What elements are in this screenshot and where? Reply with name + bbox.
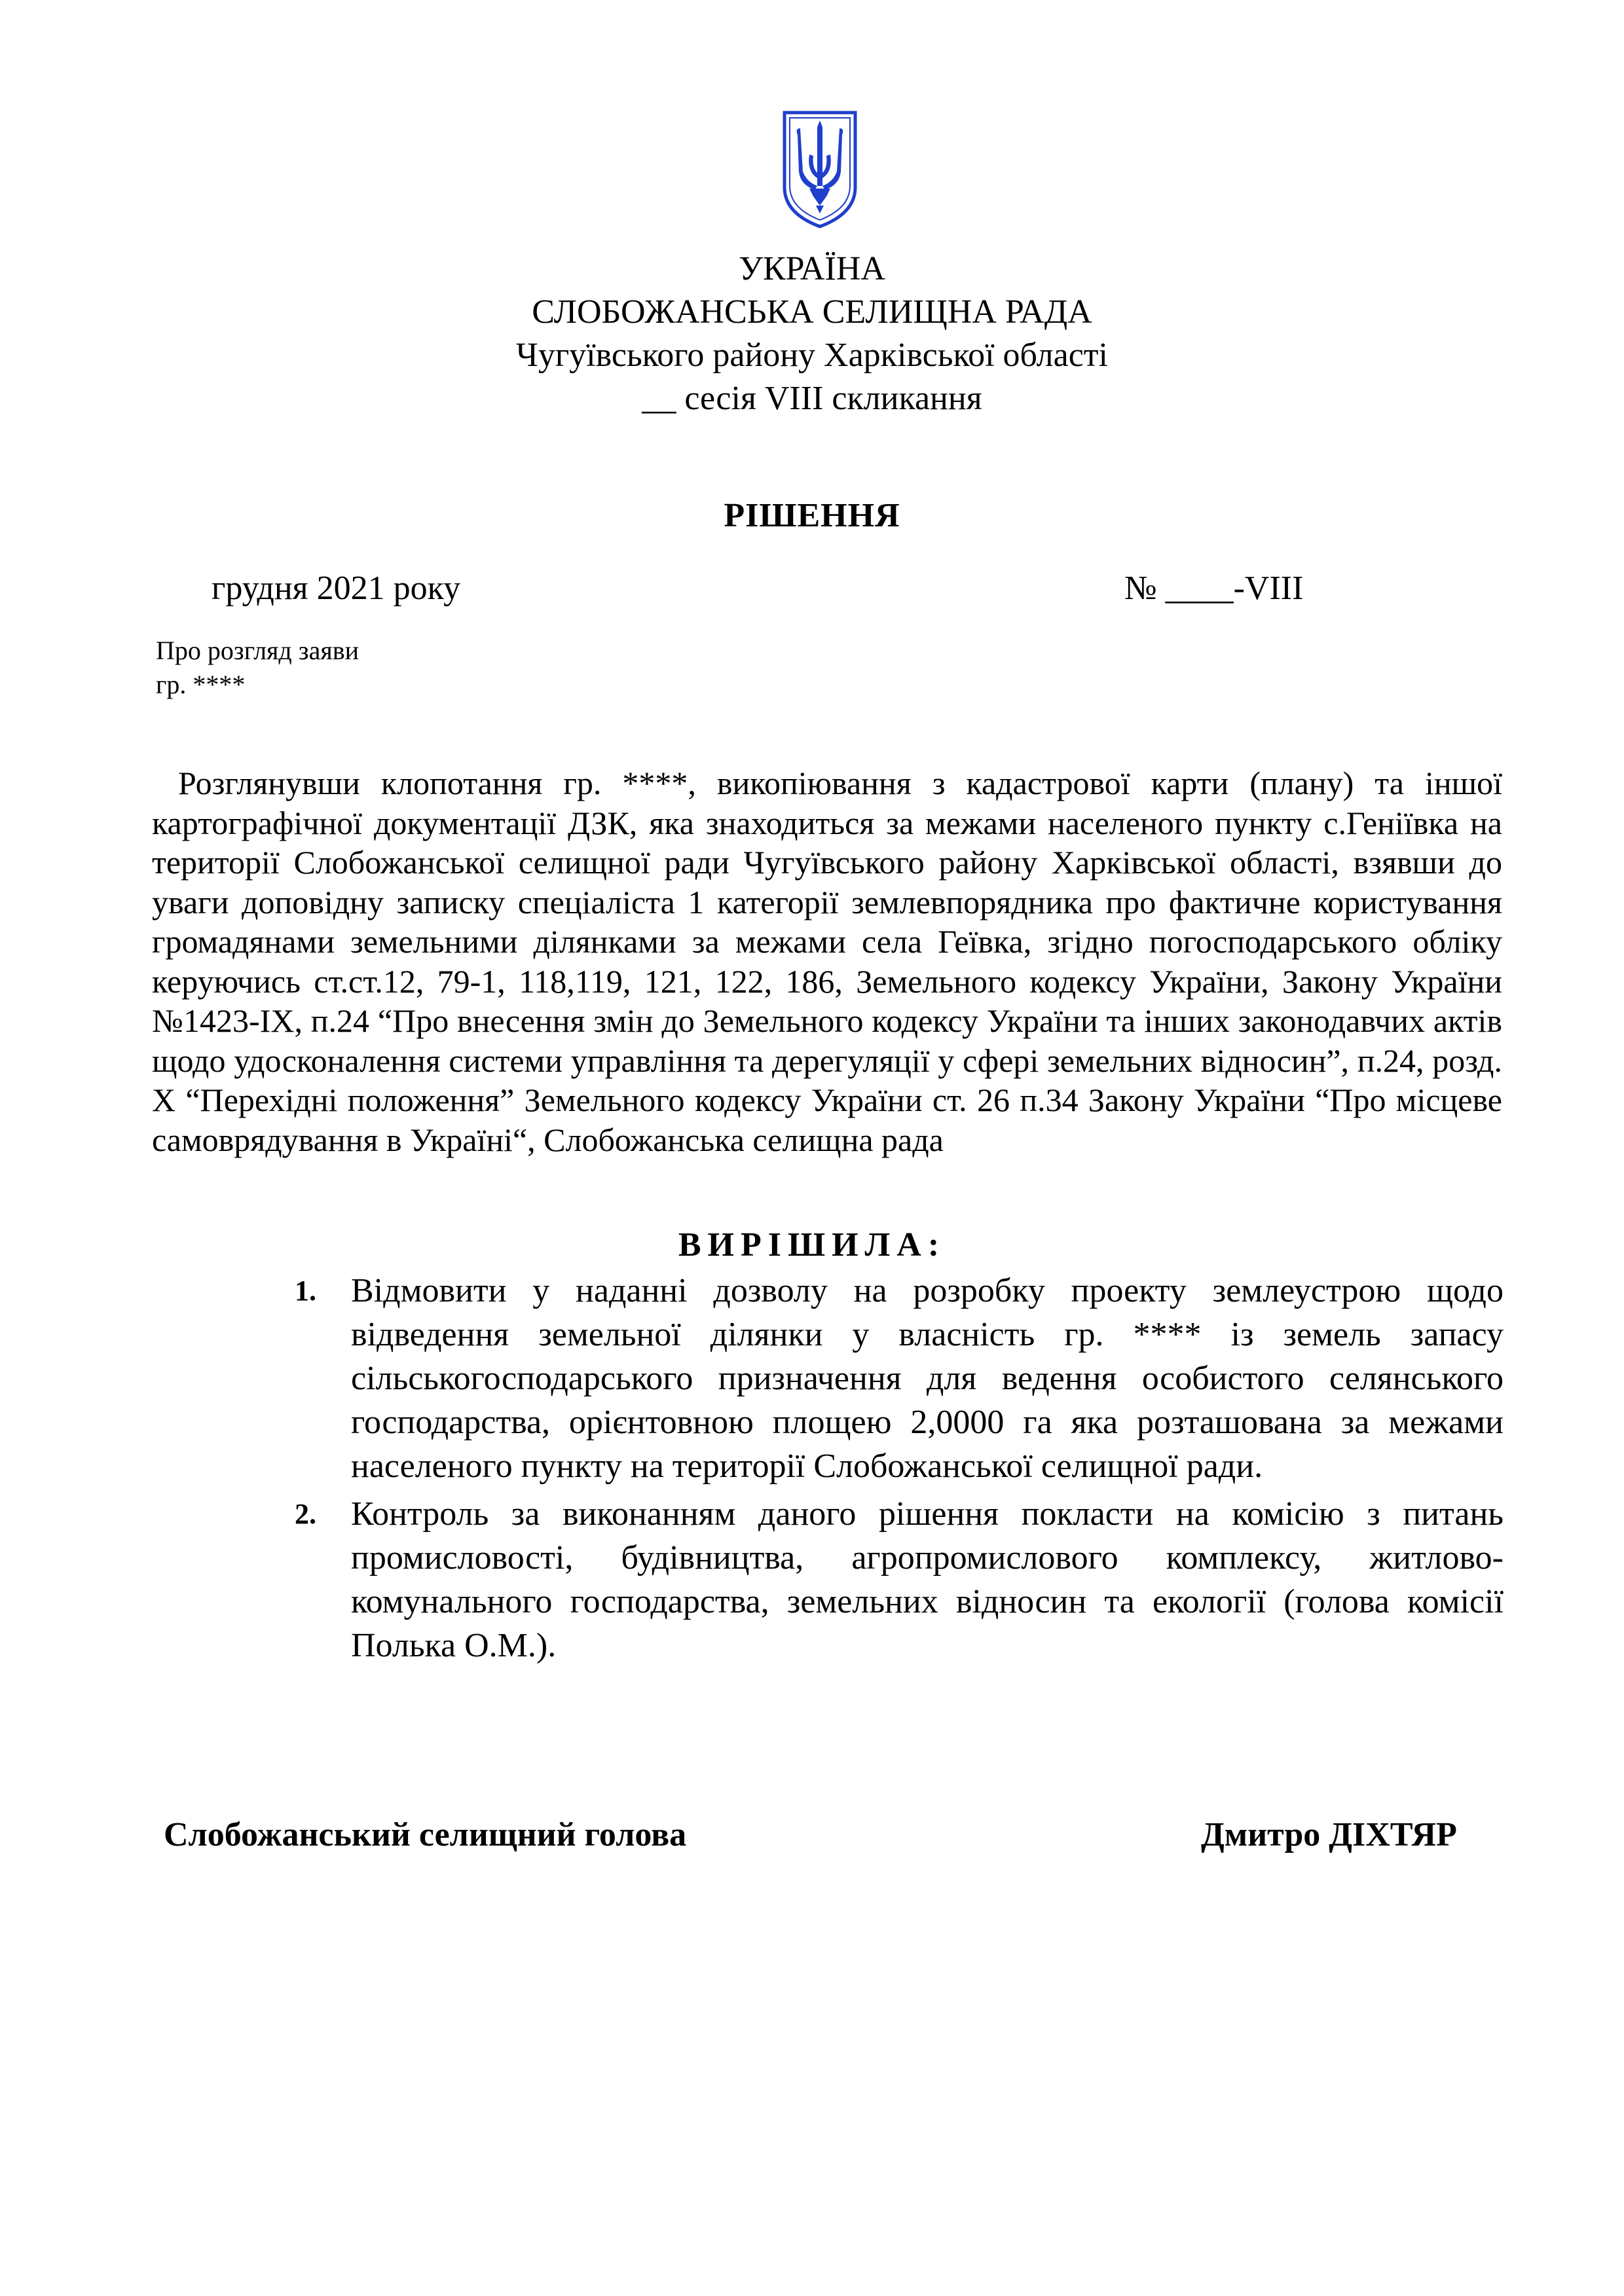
session-line: __ сесія VIII скликання	[642, 380, 982, 417]
item-text: Відмовити у наданні дозволу на розробку проекту землеустрою щодо відведення земельної ділянки у власність гр. **** із земель запасу сільськогосподарського призначення для ведення особистого селянського господарства, орієнтовною площею 2,0000 га яка розташована за межами населеного пункту на території Слобожанської селищної ради.	[351, 1272, 1504, 1485]
subject-line: Про розгляд заяви	[156, 636, 360, 665]
item-number: 1.	[295, 1275, 316, 1307]
district-name: Чугуївського району Харківської області	[516, 337, 1108, 374]
item-number: 2.	[295, 1498, 316, 1530]
document-title: РІШЕННЯ	[724, 497, 900, 534]
preamble-paragraph: Розглянувши клопотання гр. ****, викопіювання з кадастрової карти (плану) та іншої картографічної документації ДЗК, яка знаходиться за межами населеного пункту с.Геніївка на території Слобожанської селищної ради Чугуївського району Харківської області, взявши до уваги доповідну записку спеціаліста 1 категорії землевпорядника про фактичне користування громадянами земельними ділянками за межами села Геївка, згідно погосподарського обліку керуючись ст.ст.12, 79-1, 118,119, 121, 122, 186, Земельного кодексу України, Закону України №1423-IX, п.24 “Про внесення змін до Земельного кодексу України та інших законодавчих актів щодо удосконалення системи управління та дерегуляції у сфері земельних відносин”, п.24, розд. X “Перехідні положення” Земельного кодексу України ст. 26 п.34 Закону України “Про місцеве самоврядування в Україні“, Слобожанська селищна рада	[152, 765, 1502, 1158]
council-name: СЛОБОЖАНСЬКА СЕЛИЩНА РАДА	[532, 293, 1092, 331]
decision-items	[295, 1269, 1504, 1671]
signatory-name: Дмитро ДІХТЯР	[1201, 1816, 1457, 1853]
item-text: Контроль за виконанням даного рішення покласти на комісію з питань промисловості, будівництва, агропромислового комплексу, житлово-комунального господарства, земельних відносин та екології (голова комісії Полька О.М.).	[351, 1495, 1504, 1664]
document-date: грудня 2021 року	[212, 570, 461, 607]
decision-item	[295, 1492, 1504, 1667]
coat-of-arms-icon	[781, 109, 859, 229]
document-header	[0, 247, 1624, 420]
decision-item	[295, 1269, 1504, 1488]
document-subject	[156, 634, 359, 702]
resolved-heading: ВИРІШИЛА:	[678, 1226, 946, 1264]
signatory-position: Слобожанський селищний голова	[164, 1816, 687, 1853]
document-number: № ____-VIII	[1124, 570, 1304, 607]
subject-line: гр. ****	[156, 670, 246, 699]
country-name: УКРАЇНА	[739, 250, 885, 287]
